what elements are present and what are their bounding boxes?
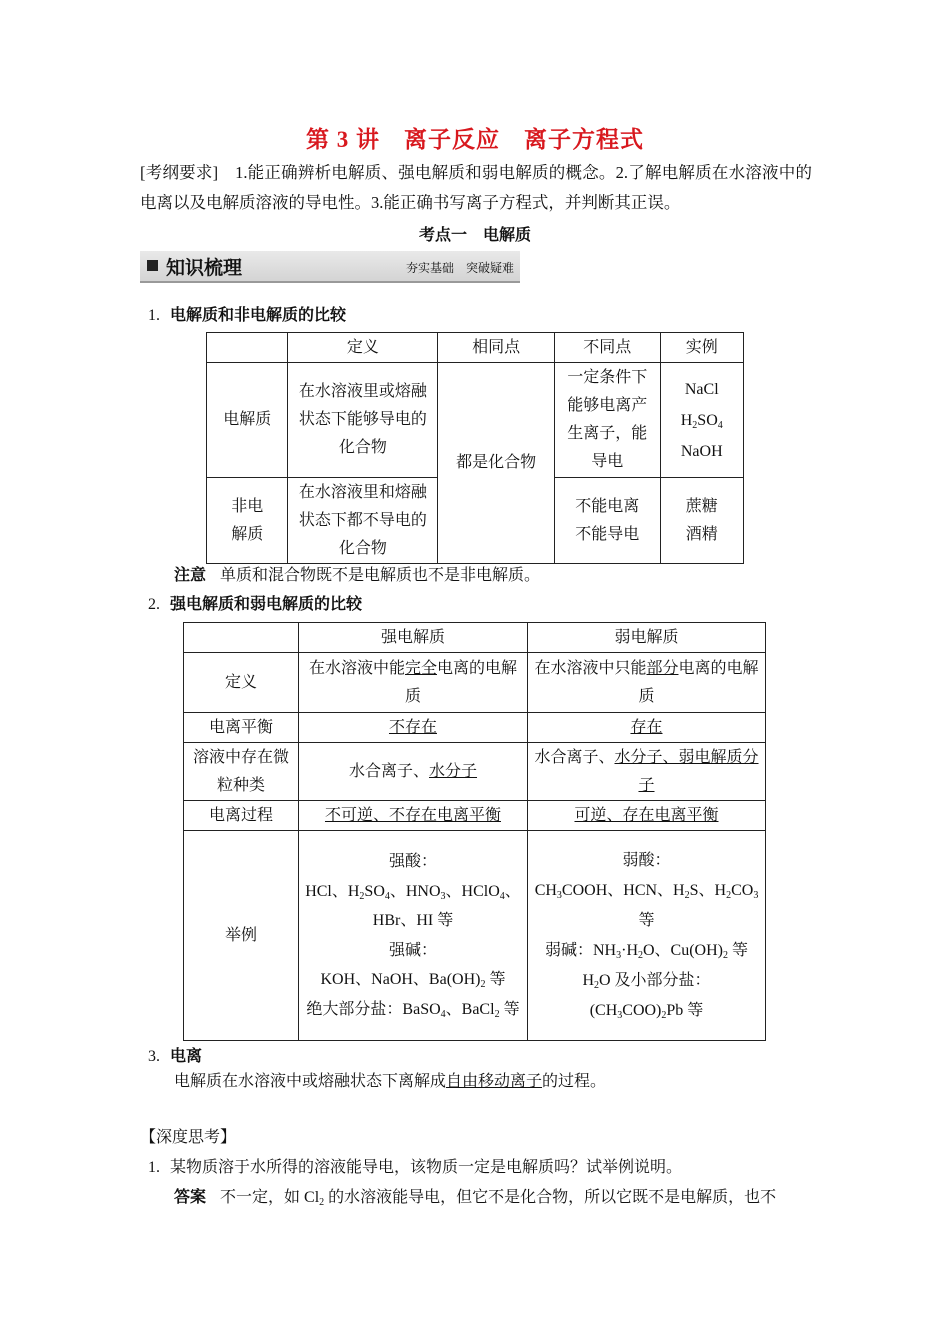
row-label-electrolyte: 电解质 [207, 363, 288, 478]
section-2-heading: 2. 强电解质和弱电解质的比较 [148, 596, 363, 613]
ionization-definition: 电解质在水溶液中或熔融状态下离解成自由移动离子的过程。 [174, 1073, 607, 1090]
section-1-heading: 1. 电解质和非电解质的比较 [148, 307, 347, 324]
common-point: 都是化合物 [438, 363, 555, 564]
banner-subtitle: 夯实基础 突破疑难 [405, 261, 514, 275]
exam-requirements [140, 158, 812, 218]
row-label-nonelectrolyte: 非电 解质 [207, 478, 288, 564]
electrolyte-examples: NaCl $H_2SO_4$ NaOH [660, 363, 744, 478]
table-row: 电离过程 不可逆、不存在电离平衡 可逆、存在电离平衡 [184, 801, 766, 831]
section-3-heading: 3. 电离 [148, 1048, 203, 1065]
table-row: 强电解质 弱电解质 [184, 623, 766, 653]
table-electrolyte-comparison [206, 332, 744, 564]
table-row [207, 363, 744, 478]
question-1: 1. 某物质溶于水所得的溶液能导电，该物质一定是电解质吗？试举例说明。 [148, 1159, 683, 1176]
requirements-label: [考纲要求] [140, 163, 219, 182]
electrolyte-difference: 一定条件下能够电离产生离子，能导电 [554, 363, 660, 478]
table-row: 定义 在水溶液中能完全电离的电解质 在水溶液中只能部分电离的电解质 [184, 653, 766, 713]
electrolyte-definition: 在水溶液里或熔融状态下能够导电的化合物 [288, 363, 438, 478]
weak-examples: 弱酸： $CH_3COOH$、HCN、$H_2S$、$H_2CO_3$ 等 弱碱：$NH_3\cdot H_2O$、$Cu(OH)_2$ 等 $H_2O$ 及小部分盐： $(CH_3COO)_2Pb$ 等 [528, 831, 766, 1041]
answer-1: 答案 不一定，如 $Cl_2$ 的水溶液能导电，但它不是化合物，所以它既不是电解质，也不 [174, 1189, 777, 1208]
square-bullet-icon [147, 260, 158, 271]
nonelectrolyte-difference: 不能电离 不能导电 [554, 478, 660, 564]
banner-title: 知识梳理 [166, 257, 243, 279]
nonelectrolyte-definition: 在水溶液里和熔融状态下都不导电的化合物 [288, 478, 438, 564]
section-title: 考点一 电解质 [418, 227, 531, 244]
note: 注意 单质和混合物既不是电解质也不是非电解质。 [174, 567, 541, 584]
table-row: 溶液中存在微粒种类 水合离子、水分子 水合离子、水分子、弱电解质分子 [184, 743, 766, 801]
table-row: 定义 相同点 不同点 实例 [207, 333, 744, 363]
nonelectrolyte-examples: 蔗糖 酒精 [660, 478, 744, 564]
page-title: 第 3 讲 离子反应 离子方程式 [306, 127, 644, 152]
strong-examples: 强酸： HCl、$H_2SO_4$、$HNO_3$、HClO$_4$、HBr、HI 等 强碱： KOH、NaOH、$Ba(OH)_2$ 等 绝大部分盐：BaSO$_4$、BaCl$_2$ 等 [299, 831, 528, 1041]
table-row: 举例 强酸： HCl、$H_2SO_4$、$HNO_3$、HClO$_4$、HBr、HI 等 强碱： KOH、NaOH、$Ba(OH)_2$ 等 绝大部分盐：BaSO$_4$、BaCl$_2$ 等 弱酸： $CH_3COOH$、HCN、$H_2S$、$H_2CO_3$ 等 弱碱：$NH_3\cdot H_2O$、$Cu(OH)_2$ 等 $H_2O$ 及小部分盐： $(CH_3COO)_2Pb$ 等 [184, 831, 766, 1041]
table-row: 电离平衡 不存在 存在 [184, 713, 766, 743]
knowledge-banner [140, 251, 520, 283]
table-strong-weak-comparison [183, 622, 766, 1041]
requirements-text: 1.能正确辨析电解质、强电解质和弱电解质的概念。2.了解电解质在水溶液中的电离以及电解质溶液的导电性。3.能正确书写离子方程式，并判断其正误。 [140, 163, 812, 212]
deep-thinking-label: 【深度思考】 [140, 1129, 237, 1146]
